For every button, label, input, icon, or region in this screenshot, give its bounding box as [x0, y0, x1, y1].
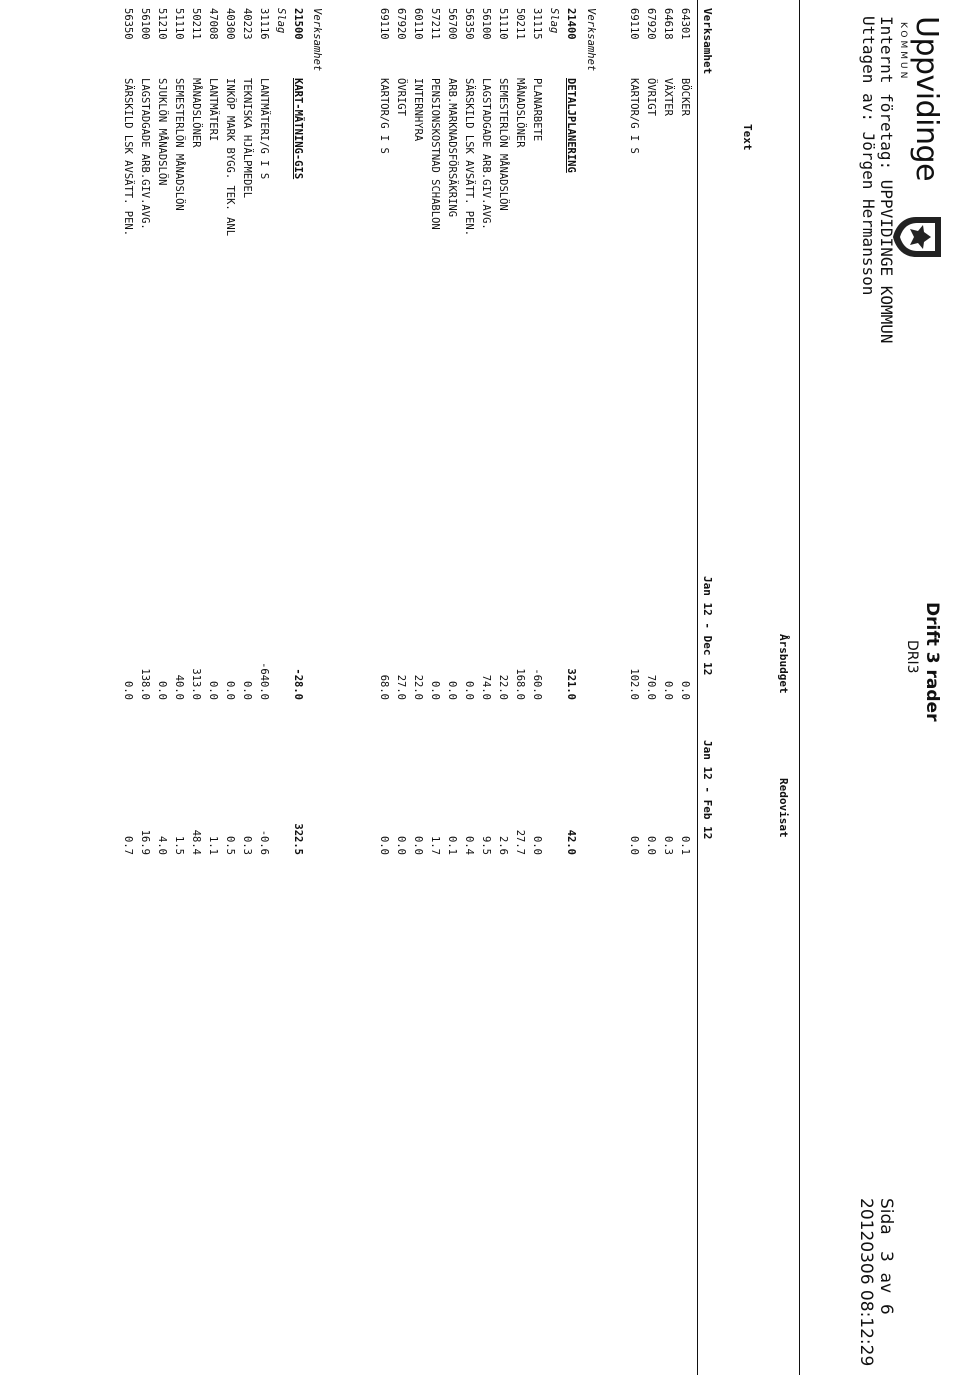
- table-row: 31115 PLANARBETE -60.0 0.0: [531, 8, 543, 855]
- user-line: Uttagen av: Jörgen Hermansson: [859, 16, 878, 296]
- table-row: 47008 LANTMÄTERI 0.0 1.1: [207, 8, 219, 855]
- page-indicator: [876, 1198, 896, 1315]
- coat-of-arms-icon: [892, 214, 944, 260]
- table-row: 64301 BÖCKER 0.0 0.1: [679, 8, 691, 855]
- table-row: 64618 VÄXTER 0.0 0.3: [662, 8, 674, 855]
- table-row: 67920 ÖVRIGT 27.0 0.0: [395, 8, 407, 855]
- table-row: 56100 LAGSTADGADE ARB.GIV.AVG. 138.0 16.9: [139, 8, 151, 855]
- col-header-actual-period: Jan 12 - Feb 12: [701, 740, 714, 840]
- section-slag-label: Slag: [548, 8, 560, 34]
- table-row: 60110 INTERNHYRA 22.0 0.0: [412, 8, 424, 855]
- page-total: 6: [876, 1303, 896, 1315]
- table-row: 50211 MÅNADSLÖNER 168.0 27.7: [514, 8, 526, 855]
- table-row: 31116 LANTMÄTERI/G I S -640.0 -0.6: [258, 8, 270, 855]
- timestamp: 20120306 08:12:29: [856, 1198, 876, 1367]
- col-header-verksamhet: Verksamhet: [701, 8, 714, 75]
- table-row: 69110 KARTOR/G I S 102.0 0.0: [628, 8, 640, 855]
- col-header-budget-period: Jan 12 - Dec 12: [701, 576, 714, 676]
- table-row: 56350 SÄRSKILD LSK AVSÄTT. PEN. 0.0 0.4: [463, 8, 475, 855]
- table-row: 56100 LAGSTADGADE ARB.GIV.AVG. 74.0 9.5: [480, 8, 492, 855]
- company-line: Internt företag: UPPVIDINGE KOMMUN: [877, 16, 896, 344]
- page-of: av: [876, 1272, 896, 1294]
- section-slag-label: Slag: [275, 8, 287, 34]
- table-row: 40223 TEKNISKA HJÄLPMEDEL 0.0 0.3: [241, 8, 253, 855]
- section-summary-row: 21400 DETALJPLANERING 321.0 42.0: [565, 8, 577, 855]
- column-header-rule: [697, 0, 698, 1375]
- header-rule: [799, 0, 800, 1375]
- table-row: 40300 INKÖP MARK BYGG. TEK. ANL 0.0 0.5: [224, 8, 236, 855]
- table-row: 67920 ÖVRIGT 70.0 0.0: [645, 8, 657, 855]
- col-header-text: Text: [741, 124, 754, 151]
- table-row: 56700 ARB.MARKNADSFÖRSÄKRING 0.0 0.1: [446, 8, 458, 855]
- table-row: 56350 SÄRSKILD LSK AVSÄTT. PEN. 0.0 0.7: [122, 8, 134, 855]
- section-verksamhet-label: Verksamhet: [311, 8, 323, 72]
- page-label: Sida: [876, 1198, 896, 1235]
- report-code: DRI3: [904, 640, 920, 674]
- table-row: 51110 SEMESTERLÖN MÅNADSLÖN 22.0 2.6: [497, 8, 509, 855]
- table-row: 51210 SJUKLÖN MÅNADSLÖN 0.0 4.0: [156, 8, 168, 855]
- page-number: 3: [876, 1250, 896, 1262]
- logo-subtitle: KOMMUN: [898, 22, 908, 82]
- logo-wordmark: Uppvidinge: [909, 16, 944, 182]
- table-row: 69110 KARTOR/G I S 68.0 0.0: [378, 8, 390, 855]
- report-title: Drift 3 rader: [922, 602, 942, 722]
- section-summary-row: 21500 KART-MÄTNING-GIS -28.0 322.5: [292, 8, 304, 855]
- col-header-arsbudget: Årsbudget: [777, 634, 790, 694]
- table-row: 51110 SEMESTERLÖN MÅNADSLÖN 40.0 1.5: [173, 8, 185, 855]
- table-row: 57211 PENSIONSKOSTNAD SCHABLON 0.0 1.7: [429, 8, 441, 855]
- section-verksamhet-label: Verksamhet: [585, 8, 597, 72]
- table-row: 50211 MÅNADSLÖNER 313.0 48.4: [190, 8, 202, 855]
- col-header-redovisat: Redovisat: [777, 778, 790, 838]
